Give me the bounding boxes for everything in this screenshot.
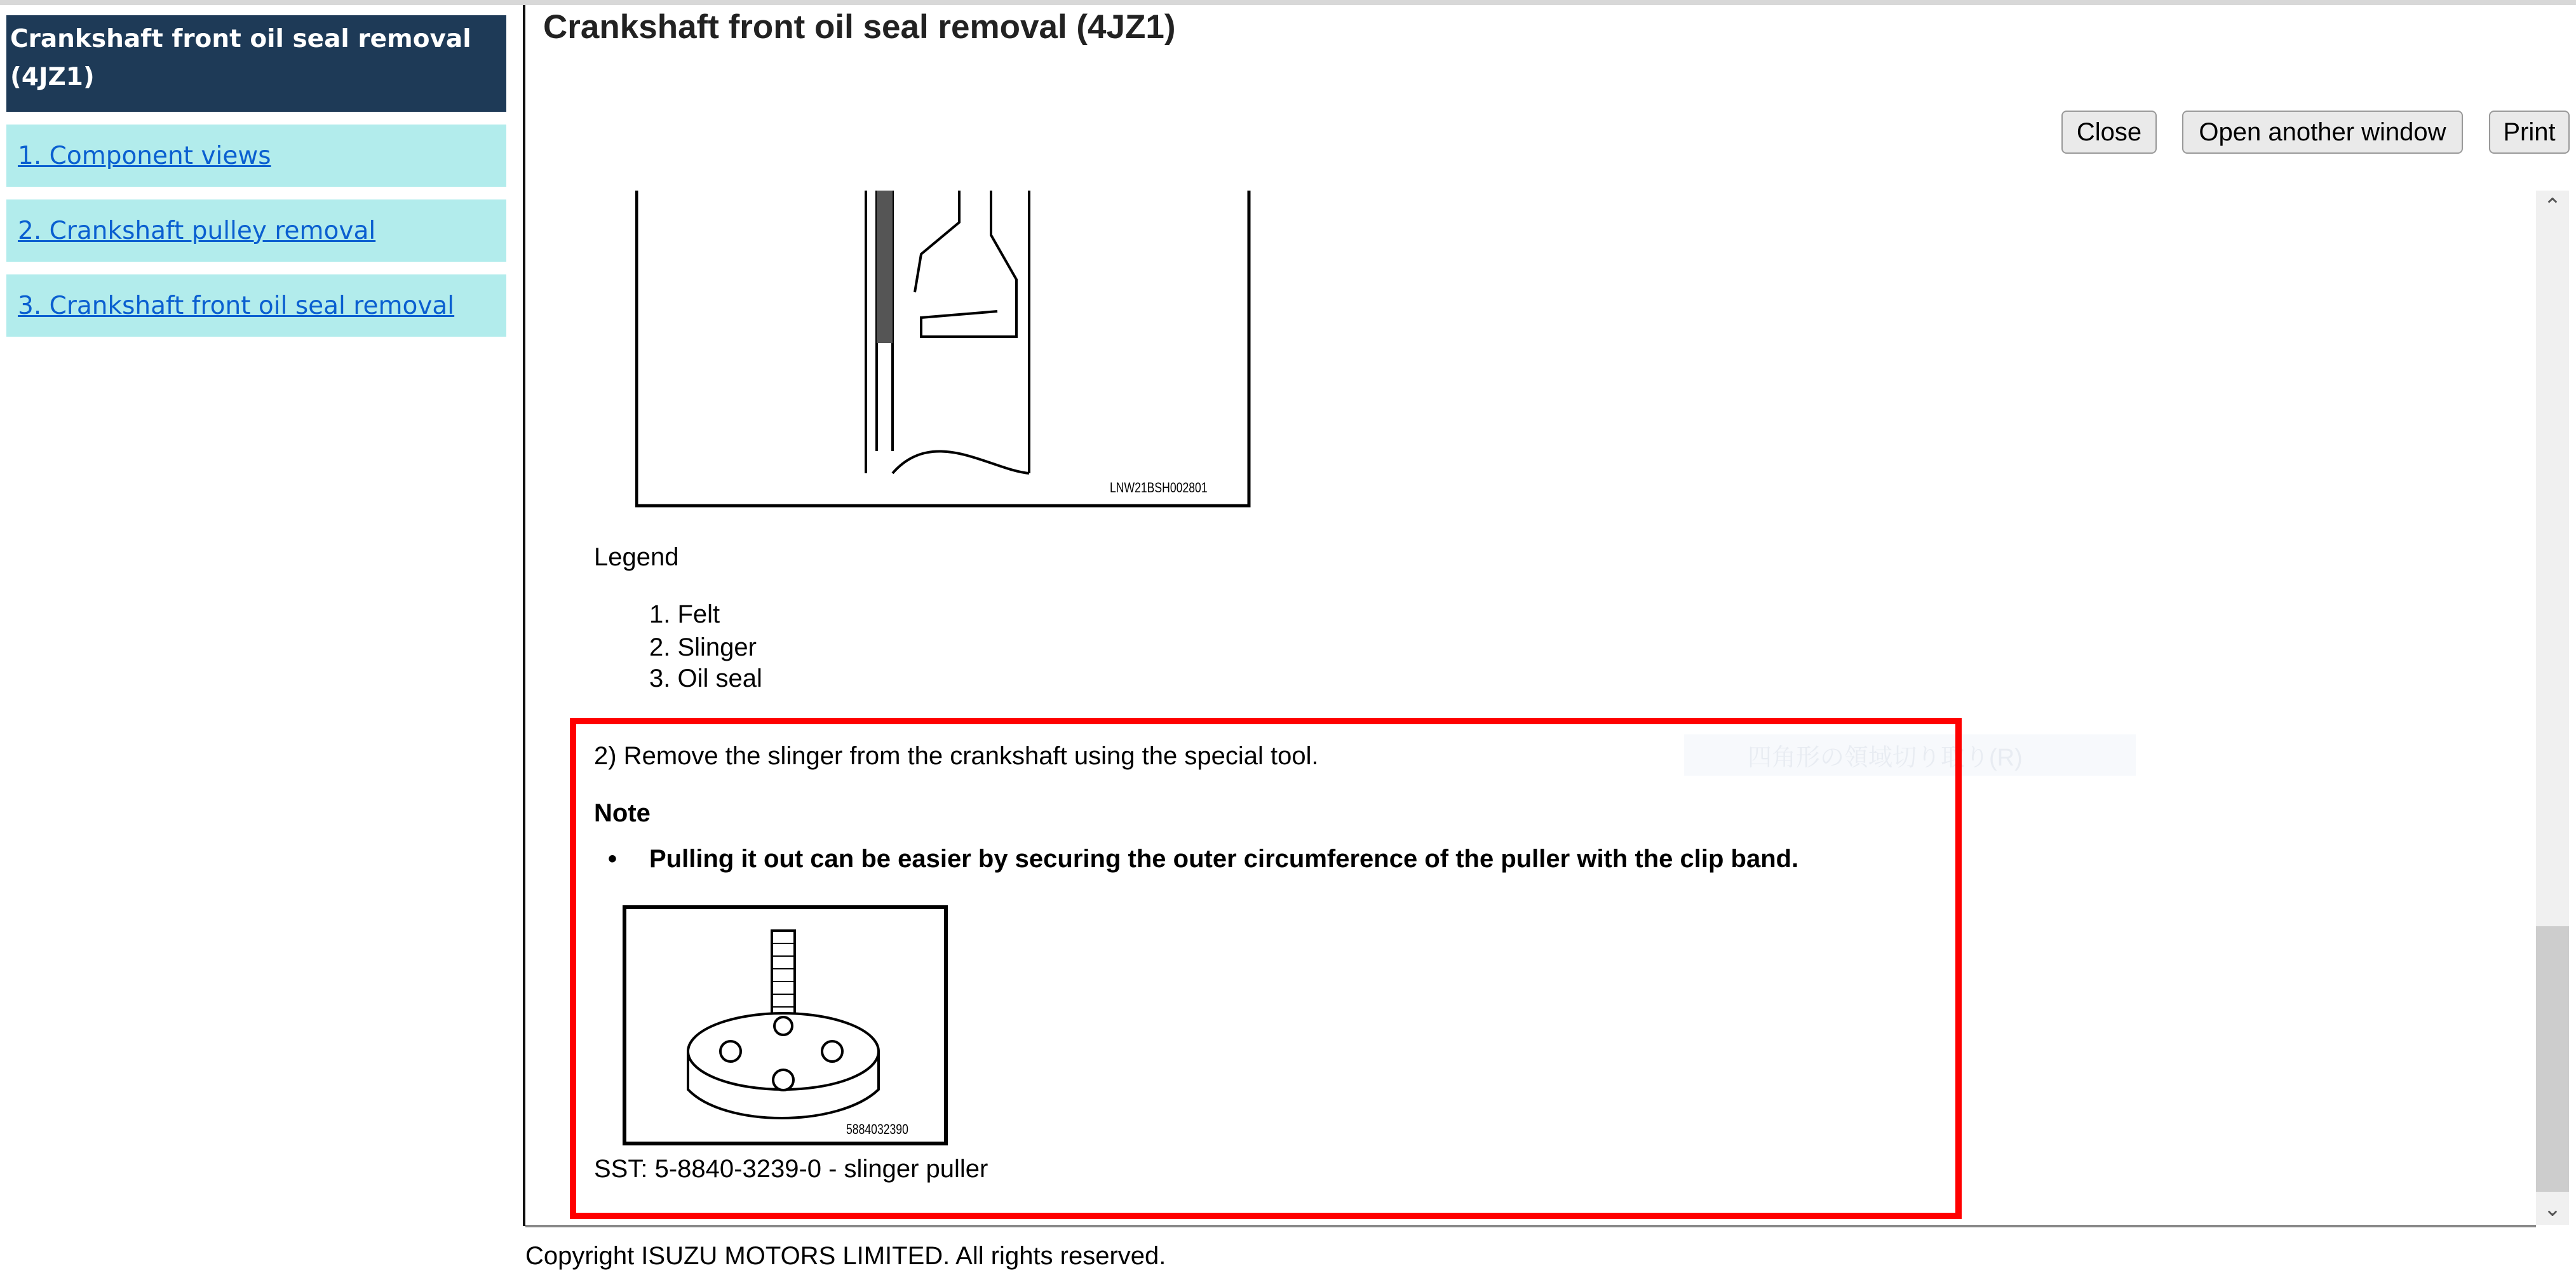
- close-button[interactable]: Close: [2061, 111, 2157, 154]
- legend-item: 2. Slinger: [649, 633, 757, 661]
- sidebar-header: Crankshaft front oil seal removal (4JZ1): [6, 15, 506, 112]
- open-another-window-button[interactable]: Open another window: [2182, 111, 2463, 154]
- sidebar-item-component-views[interactable]: [6, 125, 506, 187]
- print-button[interactable]: Print: [2489, 111, 2570, 154]
- sidebar-item-pulley-removal[interactable]: [6, 199, 506, 262]
- note-text: Pulling it out can be easier by securing the outer circumference of the puller with the clip band.: [649, 845, 1799, 873]
- vertical-scrollbar[interactable]: [2536, 191, 2569, 1225]
- figure-code: 5884032390: [846, 1121, 908, 1137]
- sidebar-link[interactable]: 1. Component views: [18, 141, 271, 170]
- figure-code: LNW21BSH002801: [1110, 480, 1208, 496]
- scroll-up-icon[interactable]: ⌃: [2543, 194, 2562, 219]
- top-border: [0, 0, 2576, 5]
- page-title: Crankshaft front oil seal removal (4JZ1): [543, 8, 1176, 46]
- content-area: [525, 191, 2535, 1225]
- slinger-puller-image: [623, 905, 948, 1145]
- sidebar-link[interactable]: 2. Crankshaft pulley removal: [18, 216, 376, 245]
- sidebar-link[interactable]: 3. Crankshaft front oil seal removal: [18, 291, 455, 320]
- note-title: Note: [594, 799, 651, 827]
- footer-divider: [525, 1225, 2536, 1227]
- legend-item: 1. Felt: [649, 600, 720, 628]
- scrollbar-thumb[interactable]: [2536, 926, 2569, 1192]
- ghost-menu-label: 四角形の領域切り取り(R): [1748, 745, 2023, 771]
- scroll-down-icon[interactable]: ⌄: [2543, 1197, 2562, 1221]
- sidebar: [6, 15, 506, 337]
- sidebar-item-oil-seal-removal[interactable]: [6, 274, 506, 337]
- oil-seal-diagram: [635, 191, 1251, 508]
- legend-item: 3. Oil seal: [649, 664, 762, 692]
- note-bullet: •: [608, 845, 617, 873]
- sst-caption: SST: 5-8840-3239-0 - slinger puller: [594, 1155, 988, 1183]
- copyright: Copyright ISUZU MOTORS LIMITED. All rights reserved.: [525, 1242, 1166, 1270]
- legend-title: Legend: [594, 543, 679, 571]
- step-text: 2) Remove the slinger from the crankshaft using the special tool.: [594, 742, 1319, 770]
